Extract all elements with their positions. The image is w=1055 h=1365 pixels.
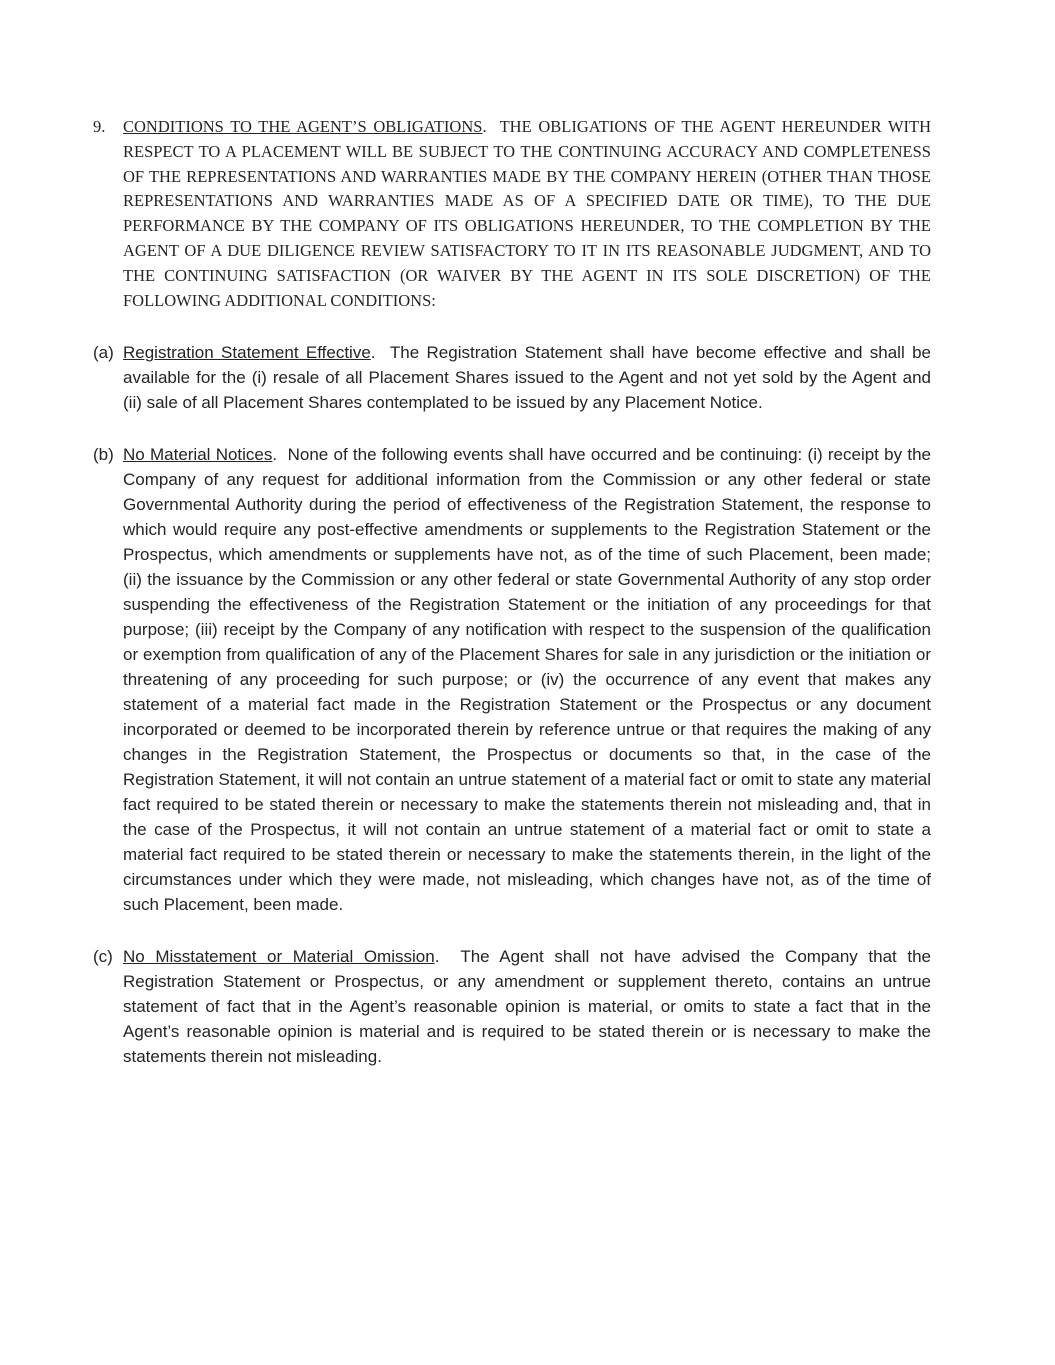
subsection-b-heading: No Material Notices bbox=[123, 445, 273, 465]
subsection-c-label: (c) bbox=[93, 947, 113, 967]
subsection-b-label: (b) bbox=[93, 445, 114, 465]
subsection-c-body-text: . The Agent shall not have advised the Company that the Registration Statement or Prospectus, or any amendment or supplement thereto, contains an untrue statement of fact that in the Agent’s reasonable opinion is material, or omits to state a fact that in the Agent’s reasonable opinion is material and is required to be stated therein or is necessary to make the statements therein not misleading. bbox=[123, 947, 931, 1067]
section-number: 9. bbox=[93, 117, 106, 136]
section-body-text: . THE OBLIGATIONS OF THE AGENT HEREUNDER WITH RESPECT TO A PLACEMENT WILL BE SUBJECT TO THE CONTINUING ACCURACY AND COMPLETENESS OF THE REPRESENTATIONS AND WARRANTIES MADE BY THE COMPANY HEREIN (OTHER THAN THOSE REPRESENTATIONS AND WARRANTIES MADE AS OF A SPECIFIED DATE OR TIME), TO THE DUE PERFORMANCE BY THE COMPANY OF ITS OBLIGATIONS HEREUNDER, TO THE COMPLETION BY THE AGENT OF A DUE DILIGENCE REVIEW SATISFACTORY TO IT IN ITS REASONABLE JUDGMENT, AND TO THE CONTINUING SATISFACTION (OR WAIVER BY THE AGENT IN ITS SOLE DISCRETION) OF THE FOLLOWING ADDITIONAL CONDITIONS: bbox=[123, 117, 932, 310]
subsection-a-heading: Registration Statement Effective bbox=[123, 343, 371, 363]
subsection-c-paragraph bbox=[93, 944, 931, 1069]
subsection-c-heading: No Misstatement or Material Omission bbox=[123, 947, 435, 967]
subsection-a-label: (a) bbox=[93, 343, 114, 363]
subsection-a-paragraph bbox=[93, 340, 931, 415]
subsection-b-body-text: . None of the following events shall have occurred and be continuing: (i) receipt by the Company of any request for additional information from the Commission or any other federal or state Governmental Authority during the period of effectiveness of the Registration Statement, the response to which would require any post-effective amendments or supplements to the Registration Statement or the Prospectus, which amendments or supplements have not, as of the time of such Placement, been made; (ii) the issuance by the Commission or any other federal or state Governmental Authority of any stop order suspending the effectiveness of the Registration Statement or the initiation of any proceedings for that purpose; (iii) receipt by the Company of any notification with respect to the suspension of the qualification or exemption from qualification of any of the Placement Shares for sale in any jurisdiction or the initiation or threatening of any proceeding for such purpose; or (iv) the occurrence of any event that makes any statement of a material fact made in the Registration Statement or the Prospectus or any document incorporated or deemed to be incorporated therein by reference untrue or that requires the making of any changes in the Registration Statement, the Prospectus or documents so that, in the case of the Registration Statement, it will not contain an untrue statement of a material fact or omit to state any material fact required to be stated therein or necessary to make the statements therein not misleading and, that in the case of the Prospectus, it will not contain an untrue statement of a material fact or omit to state a material fact required to be stated therein or necessary to make the statements therein, in the light of the circumstances under which they were made, not misleading, which changes have not, as of the time of such Placement, been made. bbox=[123, 445, 931, 915]
section-heading: CONDITIONS TO THE AGENT’S OBLIGATIONS bbox=[123, 117, 483, 136]
section-9-paragraph bbox=[93, 115, 931, 313]
subsection-a-body-text: . The Registration Statement shall have become effective and shall be available for the (i) resale of all Placement Shares issued to the Agent and not yet sold by the Agent and (ii) sale of all Placement Shares contemplated to be issued by any Placement Notice. bbox=[123, 343, 931, 413]
subsection-b-paragraph bbox=[93, 442, 931, 917]
